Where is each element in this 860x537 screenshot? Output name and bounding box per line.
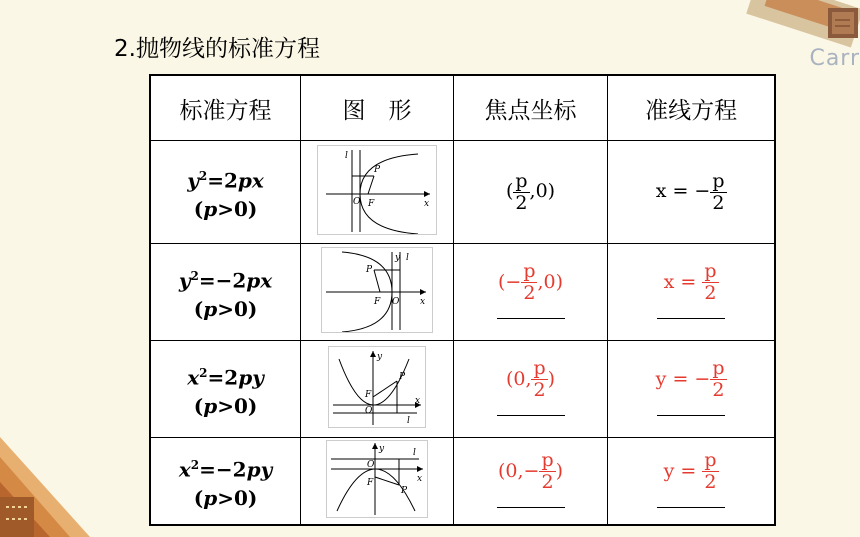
answer-blank (657, 507, 725, 508)
svg-text:l: l (406, 416, 410, 426)
svg-text:l: l (405, 253, 409, 263)
svg-text:l: l (344, 151, 348, 161)
equation-cell: $x^2=-2py$ (p>0) (150, 438, 301, 526)
focus-coordinates: (0,− $\frac{p}{2}$ ) (497, 449, 564, 493)
focus-coordinates: ( $\frac{p}{2}$ ,0) (505, 169, 556, 214)
parabola-right-graph (317, 145, 437, 235)
answer-blank (497, 415, 565, 416)
svg-text:y: y (394, 253, 401, 263)
svg-text:O: O (366, 460, 375, 470)
parabola-up-graph (328, 346, 426, 428)
svg-text:F: F (367, 199, 375, 209)
parabola-table (149, 74, 776, 526)
svg-text:P: P (400, 486, 408, 496)
header-standard-equation: 标准方程 (150, 75, 301, 141)
table-row (150, 141, 775, 244)
svg-text:x: x (414, 396, 421, 406)
directrix-equation: y = − $\frac{p}{2}$ (655, 357, 725, 401)
svg-text:F: F (366, 478, 374, 488)
svg-text:O: O (364, 406, 373, 416)
header-graph: 图 形 (301, 75, 454, 141)
graph-cell (301, 341, 454, 438)
table-header-row (150, 75, 775, 141)
directrix-cell (608, 438, 775, 526)
directrix-cell (608, 341, 775, 438)
answer-blank (497, 507, 565, 508)
svg-text:y: y (376, 352, 383, 362)
equation-cell: $x^2=2py$ (p>0) (150, 341, 301, 438)
svg-text:P: P (365, 265, 373, 275)
answer-blank (657, 415, 725, 416)
header-directrix: 准线方程 (608, 75, 775, 141)
answer-blank (497, 318, 565, 319)
svg-text:P: P (373, 165, 381, 175)
focus-coordinates: (− $\frac{p}{2}$ ,0) (497, 260, 564, 304)
svg-text:l: l (412, 448, 416, 458)
svg-text:F: F (364, 390, 372, 400)
section-heading: 2.抛物线的标准方程 (114, 36, 320, 62)
header-focus: 焦点坐标 (453, 75, 607, 141)
equation-cell: $y^2=2px$ (p>0) (150, 141, 301, 244)
graph-cell (301, 141, 454, 244)
directrix-cell (608, 141, 775, 244)
table-row (150, 341, 775, 438)
focus-coordinates: (0, $\frac{p}{2}$ ) (505, 357, 556, 401)
directrix-equation: x = − $\frac{p}{2}$ (655, 169, 725, 214)
svg-text:x: x (423, 199, 430, 209)
corner-text: Carr (809, 46, 860, 71)
svg-text:y: y (378, 444, 385, 454)
svg-text:O: O (352, 197, 361, 207)
svg-text:F: F (373, 297, 381, 307)
directrix-cell (608, 244, 775, 341)
svg-text:O: O (391, 297, 400, 307)
svg-text:x: x (416, 474, 423, 484)
table-row (150, 244, 775, 341)
svg-text:P: P (398, 372, 406, 382)
parabola-down-graph (326, 440, 428, 518)
focus-cell (453, 244, 607, 341)
graph-cell (301, 438, 454, 526)
focus-cell (453, 438, 607, 526)
answer-blank (657, 318, 725, 319)
parabola-left-graph (321, 247, 433, 333)
table-row (150, 438, 775, 526)
equation-cell: $y^2=-2px$ (p>0) (150, 244, 301, 341)
directrix-equation: x = $\frac{p}{2}$ (663, 260, 717, 304)
graph-cell (301, 244, 454, 341)
focus-cell (453, 341, 607, 438)
directrix-equation: y = $\frac{p}{2}$ (663, 449, 717, 493)
svg-text:x: x (419, 297, 426, 307)
corner-decoration-bottom (0, 397, 170, 537)
focus-cell (453, 141, 607, 244)
